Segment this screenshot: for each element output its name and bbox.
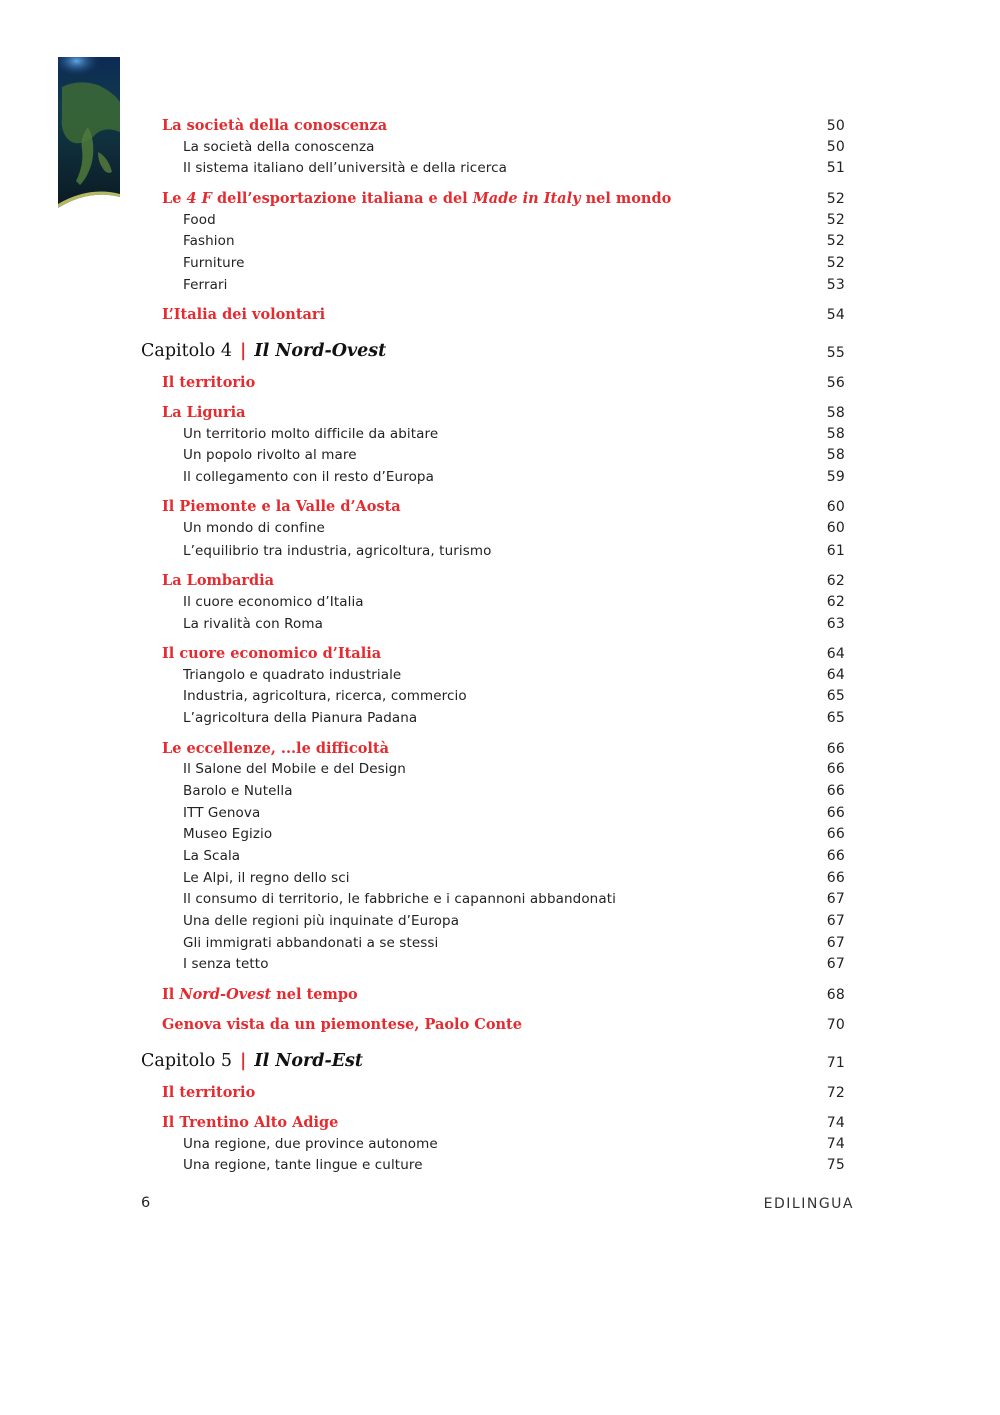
toc-label: Food [183, 212, 216, 228]
toc-label [162, 190, 671, 207]
toc-label: I senza tetto [183, 956, 269, 972]
toc-item[interactable] [0, 616, 1000, 636]
toc-page-number: 60 [826, 499, 845, 515]
toc-item[interactable] [0, 935, 1000, 955]
toc-label: Il sistema italiano dell’università e della ricerca [183, 160, 507, 176]
toc-label: Triangolo e quadrato industriale [183, 667, 402, 683]
toc-item[interactable] [0, 255, 1000, 275]
toc-page-number: 50 [826, 139, 845, 155]
toc-page-number: 52 [826, 212, 845, 228]
toc-page-number: 67 [826, 913, 845, 929]
toc-section[interactable] [0, 306, 1000, 326]
toc-item[interactable] [0, 710, 1000, 730]
label-part: nel mondo [580, 190, 672, 207]
toc-page-number: 50 [826, 118, 845, 134]
toc-item[interactable] [0, 761, 1000, 781]
toc-label: Museo Egizio [183, 826, 273, 842]
toc-page-number: 55 [826, 345, 845, 361]
toc-chapter[interactable] [0, 1051, 1000, 1077]
toc-item[interactable] [0, 212, 1000, 232]
toc-chapter[interactable] [0, 341, 1000, 367]
toc-item[interactable] [0, 520, 1000, 540]
toc-page-number: 67 [826, 956, 845, 972]
toc-label: Una delle regioni più inquinate d’Europa [183, 913, 460, 929]
toc-page-number: 75 [826, 1157, 845, 1173]
toc-item[interactable] [0, 277, 1000, 297]
toc-item[interactable] [0, 826, 1000, 846]
toc-item[interactable] [0, 688, 1000, 708]
toc-page-number: 70 [826, 1017, 845, 1033]
toc-page-number: 66 [826, 761, 845, 777]
toc-label: Il territorio [162, 374, 256, 391]
toc-page-number: 56 [826, 375, 845, 391]
toc-label: Il cuore economico d’Italia [162, 645, 382, 662]
toc-item[interactable] [0, 667, 1000, 687]
toc-label [141, 1051, 363, 1071]
toc-label: Furniture [183, 255, 245, 271]
toc-item[interactable] [0, 469, 1000, 489]
toc-page-number: 52 [826, 255, 845, 271]
toc-section[interactable] [0, 740, 1000, 760]
toc-section[interactable] [0, 190, 1000, 210]
label-part: Il [162, 986, 180, 1003]
toc-label: Il territorio [162, 1084, 256, 1101]
toc-section[interactable] [0, 645, 1000, 665]
toc-page-number: 64 [826, 646, 845, 662]
toc-label: Genova vista da un piemontese, Paolo Conte [162, 1016, 522, 1033]
toc-item[interactable] [0, 848, 1000, 868]
toc-item[interactable] [0, 233, 1000, 253]
toc-page-number: 65 [826, 688, 845, 704]
label-part: nel tempo [271, 986, 358, 1003]
toc-section[interactable] [0, 404, 1000, 424]
toc-item[interactable] [0, 594, 1000, 614]
toc-label [162, 986, 358, 1003]
toc-item[interactable] [0, 1157, 1000, 1177]
toc-page-number: 64 [826, 667, 845, 683]
toc-label: La Scala [183, 848, 241, 864]
toc-label [141, 341, 386, 361]
toc-page-number: 62 [826, 573, 845, 589]
toc-section[interactable] [0, 986, 1000, 1006]
toc-section[interactable] [0, 374, 1000, 394]
toc-page-number: 74 [826, 1115, 845, 1131]
toc-page-number: 66 [826, 826, 845, 842]
toc-label: ITT Genova [183, 805, 261, 821]
toc-label: Le eccellenze, ...le difficoltà [162, 740, 390, 757]
toc-page-number: 58 [826, 447, 845, 463]
toc-page-number: 74 [826, 1136, 845, 1152]
label-part: dell’esportazione italiana e del [211, 190, 473, 207]
toc-item[interactable] [0, 870, 1000, 890]
toc-label: Una regione, due province autonome [183, 1136, 438, 1152]
toc-page-number: 67 [826, 935, 845, 951]
label-part: Made in Italy [472, 190, 581, 207]
toc-label: La Liguria [162, 404, 246, 421]
toc-label: Fashion [183, 233, 235, 249]
toc-page-number: 58 [826, 405, 845, 421]
toc-label: La Lombardia [162, 572, 275, 589]
publisher-logo: EDILINGUA [763, 1196, 854, 1212]
toc-item[interactable] [0, 1136, 1000, 1156]
toc-label: Il Salone del Mobile e del Design [183, 761, 406, 777]
toc-item[interactable] [0, 956, 1000, 976]
toc-item[interactable] [0, 783, 1000, 803]
toc-section[interactable] [0, 1114, 1000, 1134]
toc-label: Barolo e Nutella [183, 783, 293, 799]
toc-label: La società della conoscenza [162, 117, 388, 134]
toc-label: La rivalità con Roma [183, 616, 323, 632]
toc-page-number: 54 [826, 307, 845, 323]
toc-page-number: 65 [826, 710, 845, 726]
chapter-separator: | [240, 341, 247, 361]
chapter-title: Il Nord-Est [254, 1051, 363, 1071]
toc-label: Una regione, tante lingue e culture [183, 1157, 423, 1173]
toc-page-number: 61 [826, 543, 845, 559]
toc-page-number: 60 [826, 520, 845, 536]
toc-label: Ferrari [183, 277, 228, 293]
toc-label: L’agricoltura della Pianura Padana [183, 710, 418, 726]
toc-item[interactable] [0, 805, 1000, 825]
toc-item[interactable] [0, 426, 1000, 446]
toc-label: L’Italia dei volontari [162, 306, 326, 323]
toc-label: L’equilibrio tra industria, agricoltura, turismo [183, 543, 492, 559]
toc-page-number: 59 [826, 469, 845, 485]
toc-section[interactable] [0, 572, 1000, 592]
toc-page-number: 62 [826, 594, 845, 610]
label-part: Nord-Ovest [179, 986, 272, 1003]
toc-item[interactable] [0, 160, 1000, 180]
chapter-number: Capitolo 4 [141, 341, 233, 361]
toc-page-number: 66 [826, 741, 845, 757]
toc-page-number: 53 [826, 277, 845, 293]
toc-page-number: 52 [826, 191, 845, 207]
toc-item[interactable] [0, 139, 1000, 159]
toc-label: Il collegamento con il resto d’Europa [183, 469, 434, 485]
toc-page-number: 66 [826, 783, 845, 799]
toc-item[interactable] [0, 447, 1000, 467]
toc-item[interactable] [0, 543, 1000, 563]
toc-page-number: 71 [826, 1055, 845, 1071]
toc-label: Gli immigrati abbandonati a se stessi [183, 935, 439, 951]
toc-page-number: 66 [826, 805, 845, 821]
toc-page-number: 72 [826, 1085, 845, 1101]
toc-label: Le Alpi, il regno dello sci [183, 870, 350, 886]
toc-label: Il Trentino Alto Adige [162, 1114, 339, 1131]
toc-section[interactable] [0, 1084, 1000, 1104]
toc-label: Il consumo di territorio, le fabbriche e i capannoni abbandonati [183, 891, 616, 907]
toc-section[interactable] [0, 498, 1000, 518]
toc-page-number: 66 [826, 870, 845, 886]
toc-section[interactable] [0, 1016, 1000, 1036]
toc-page-number: 58 [826, 426, 845, 442]
toc-page-number: 52 [826, 233, 845, 249]
toc-section[interactable] [0, 117, 1000, 137]
toc-page-number: 51 [826, 160, 845, 176]
toc-page-number: 68 [826, 987, 845, 1003]
toc-page-number: 66 [826, 848, 845, 864]
label-part: Le [162, 190, 187, 207]
toc-label: Un popolo rivolto al mare [183, 447, 357, 463]
toc-page-number: 67 [826, 891, 845, 907]
toc-label: La società della conoscenza [183, 139, 375, 155]
page-number: 6 [141, 1195, 151, 1211]
toc-label: Il cuore economico d’Italia [183, 594, 364, 610]
label-part: 4 F [186, 190, 212, 207]
toc-label: Il Piemonte e la Valle d’Aosta [162, 498, 401, 515]
toc-label: Industria, agricoltura, ricerca, commercio [183, 688, 467, 704]
chapter-separator: | [240, 1051, 247, 1071]
toc-label: Un territorio molto difficile da abitare [183, 426, 439, 442]
toc-item[interactable] [0, 913, 1000, 933]
chapter-number: Capitolo 5 [141, 1051, 233, 1071]
toc-label: Un mondo di confine [183, 520, 325, 536]
toc-item[interactable] [0, 891, 1000, 911]
toc-page-number: 63 [826, 616, 845, 632]
chapter-title: Il Nord-Ovest [254, 341, 387, 361]
